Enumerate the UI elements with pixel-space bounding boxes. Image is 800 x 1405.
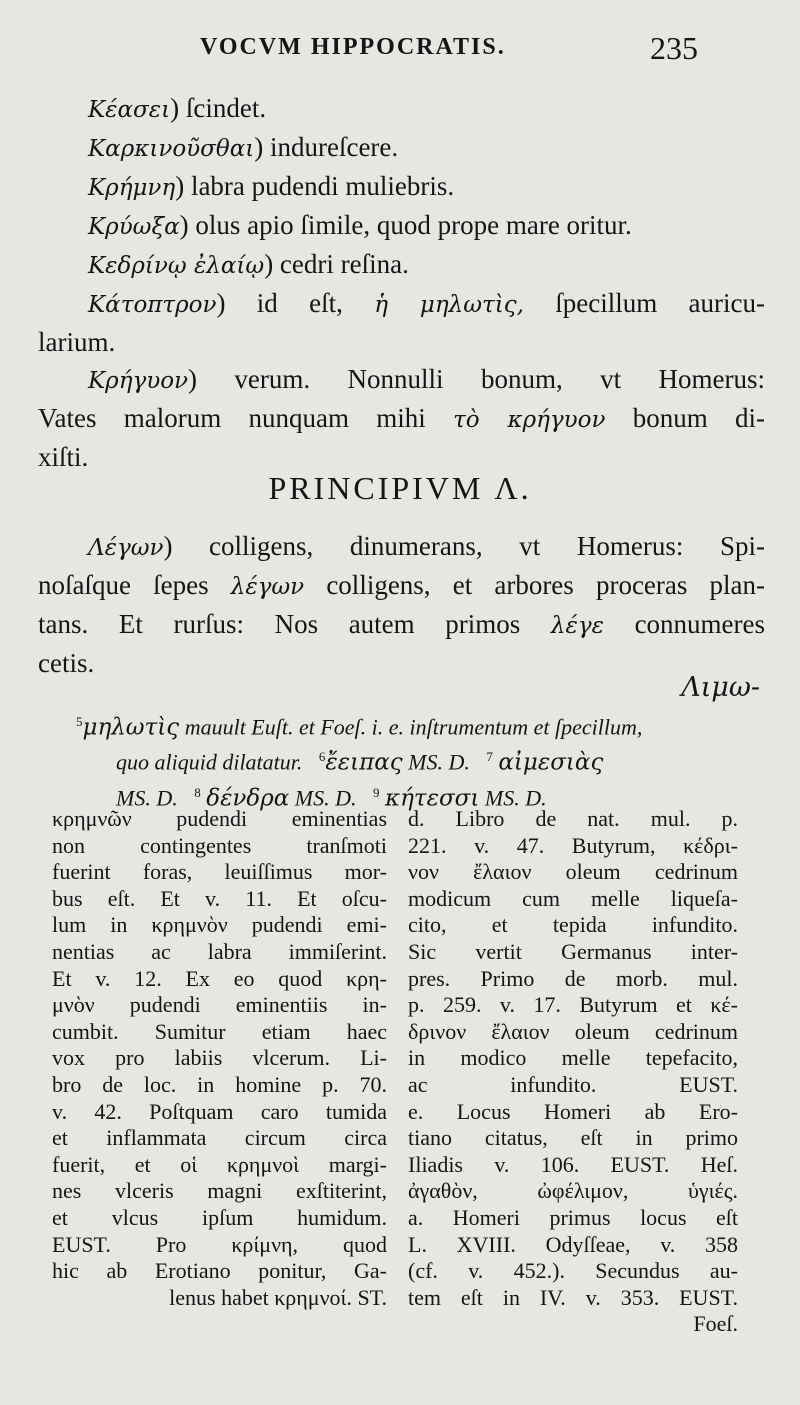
commentary-line: bro de loc. in homine p. 70.	[52, 1071, 387, 1097]
commentary-line: δρινον ἔλαιον oleum cedrinum	[408, 1018, 738, 1044]
gloss: ſpecillum auricu-	[555, 288, 766, 318]
commentary-line: ac infundito. EUST.	[408, 1071, 738, 1097]
commentary-line: fuerit, et οἱ κρημνοὶ margi-	[52, 1151, 387, 1177]
footnote-line-3: MS. D. $^8$ δένδρα MS. D. $^9$ κήτεσσι MS. D.	[116, 784, 547, 811]
headword: Κρήμνη	[88, 175, 176, 201]
greek-term: λέγε	[550, 613, 604, 639]
commentary-line: bus eſt. Et v. 11. Et oſcu-	[52, 885, 387, 911]
footnote-5-cont: quo aliquid dilatatur. $^6$ἔειπας MS. D. $^7$ αἰμεσιὰς	[116, 749, 604, 776]
entry-katoptron	[38, 285, 765, 324]
greek-term: ἡ μηλωτὶς,	[374, 292, 524, 318]
commentary-line: nentias ac labra immiſerint.	[52, 938, 387, 964]
footnote-8: 8	[194, 784, 201, 800]
commentary-line: non contingentes tranſmoti	[52, 832, 387, 858]
footnote-9: 9	[373, 784, 380, 800]
commentary-line: Foeſ.	[693, 1311, 738, 1337]
commentary-left-column	[52, 806, 387, 1311]
greek-term: τὸ κρήγυον	[453, 407, 606, 433]
commentary-line: cito, et tepida infundito.	[408, 912, 738, 938]
headword: Κάτοπτρον	[88, 292, 217, 318]
commentary-line: v. 42. Poſtquam caro tumida	[52, 1098, 387, 1124]
commentary-line: cumbit. Sumitur etiam haec	[52, 1018, 387, 1044]
entry-kryoxa	[38, 207, 765, 246]
commentary-line: tiano citatus, eſt in primo	[408, 1125, 738, 1151]
entry-legon-cont2: tans. Et rurſus: Nos autem primos λέγε connumeres	[38, 609, 766, 639]
entry-keasei	[38, 90, 765, 129]
headword: Κρύωξα	[88, 214, 180, 240]
commentary-line: tem eſt in IV. v. 353. EUST.	[408, 1284, 738, 1310]
commentary-line: μνὸν pudendi eminentiis in-	[52, 992, 387, 1018]
footnote-6: 6	[318, 749, 326, 765]
commentary-line: fuerint foras, leuiſſimus mor-	[52, 859, 387, 885]
commentary-line: EUST. Pro κρίμνη, quod	[52, 1231, 387, 1257]
headword: Κρήγυον	[88, 368, 189, 394]
gloss: ) olus apio ſimile, quod prope mare oritur.	[179, 210, 632, 240]
catchword: Λιμω-	[681, 672, 760, 703]
gloss: ) indureſcere.	[254, 132, 399, 162]
headword: Λέγων	[88, 535, 164, 561]
commentary-line: L. XVIII. Odyſſeae, v. 358	[408, 1231, 738, 1257]
running-title: VOCVM HIPPOCRATIS.	[200, 34, 506, 60]
entry-legon-cont: noſaſque ſepes λέγων colligens, et arbores proceras plan-	[38, 570, 766, 600]
gloss: ) ſcindet.	[170, 93, 267, 123]
commentary-line: p. 259. v. 17. Butyrum et κέ-	[408, 992, 738, 1018]
commentary-line: νον ἔλαιον oleum cedrinum	[408, 859, 738, 885]
page-header	[0, 30, 800, 70]
headword: Κεδρίνῳ ἐλαίῳ	[88, 253, 265, 279]
commentary-line: κρημνῶν pudendi eminentias	[52, 806, 387, 831]
section-title: PRINCIPIVM Λ.	[268, 470, 532, 506]
entry-legon-end: cetis.	[38, 648, 95, 678]
commentary-line: lenus habet κρημνοί. ST.	[169, 1284, 387, 1310]
commentary-line: et inflammata circum circa	[52, 1125, 387, 1151]
gloss: ) verum. Nonnulli bonum, vt Homerus:	[188, 364, 765, 394]
commentary-right-column	[408, 806, 738, 1338]
entry-kregyon	[38, 361, 765, 400]
page-number: 235	[650, 30, 698, 66]
commentary-line: modicum cum melle liqueſa-	[408, 885, 738, 911]
headword: Καρκινοῦσθαι	[88, 136, 255, 162]
commentary-line: pres. Primo de morb. mul.	[408, 965, 738, 991]
commentary-line: e. Locus Homeri ab Ero-	[408, 1098, 738, 1124]
commentary-line: 221. v. 47. Butyrum, κέδρι-	[408, 832, 738, 858]
commentary-line: d. Libro de nat. mul. p.	[408, 806, 738, 831]
commentary-line: et vlcus ipſum humidum.	[52, 1204, 387, 1230]
commentary-line: nes vlceris magni exſtiterint,	[52, 1178, 387, 1204]
commentary-line: hic ab Erotiano ponitur, Ga-	[52, 1258, 387, 1284]
footnotes	[76, 707, 766, 813]
commentary-line: ἀγαθὸν, ὠφέλιμον, ὑγιές.	[408, 1178, 738, 1204]
gloss: ) colligens, dinumerans, vt Homerus: Spi-	[163, 531, 765, 561]
commentary-line: Et v. 12. Ex eo quod κρη-	[52, 965, 387, 991]
gloss: ) id eſt,	[216, 288, 343, 318]
glossary-entries	[38, 90, 765, 476]
commentary-line: Iliadis v. 106. EUST. Heſ.	[408, 1151, 738, 1177]
greek-term: λέγων	[230, 574, 305, 600]
footnote-5: $^5$μηλωτὶς mauult Euſt. et Foeſ. i. e. inſtrumentum et ſpecillum,	[76, 714, 643, 741]
entry-kregyon-cont: Vates malorum nunquam mihi τὸ κρήγυον bonum di-	[38, 403, 765, 433]
commentary-line: a. Homeri primus locus eſt	[408, 1204, 738, 1230]
entry-kedrino-elaio	[38, 246, 765, 285]
entry-karkinousthai	[38, 129, 765, 168]
entry-kregyon-end: xiſti.	[38, 442, 89, 472]
commentary-line: in modico melle tepefacito,	[408, 1045, 738, 1071]
gloss: ) labra pudendi muliebris.	[175, 171, 455, 201]
lambda-entries	[38, 528, 765, 682]
headword: Κέασει	[88, 97, 171, 123]
gloss: ) cedri reſina.	[264, 249, 409, 279]
commentary-line: (cf. v. 452.). Secundus au-	[408, 1258, 738, 1284]
entry-kremne	[38, 168, 765, 207]
footnote-7: 7	[486, 749, 493, 765]
commentary-line: vox pro labiis vlcerum. Li-	[52, 1045, 387, 1071]
entry-legon	[38, 528, 765, 567]
entry-katoptron-cont: larium.	[38, 327, 116, 357]
commentary-line: lum in κρημνὸν pudendi emi-	[52, 912, 387, 938]
commentary-line: Sic vertit Germanus inter-	[408, 938, 738, 964]
